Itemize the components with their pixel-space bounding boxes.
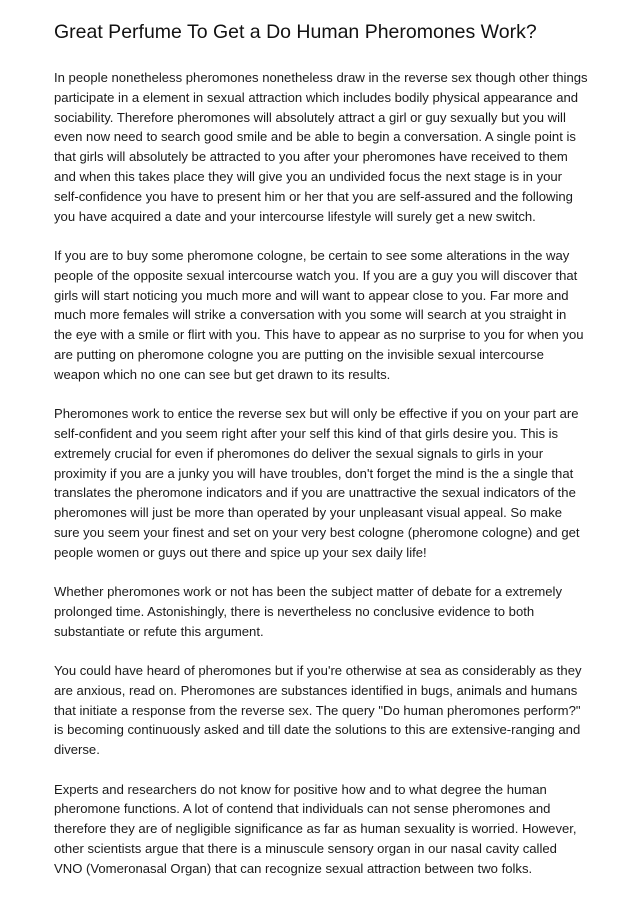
document-page [54,20,588,898]
paragraph-3: Pheromones work to entice the reverse sex but will only be effective if you on your part are self-confident and you seem right after your self this kind of that girls desire you. This is extremely crucial for even if pheromones do deliver the sexual signals to girls in your proximity if you are a junky you will have troubles, don't forget the mind is the a single that translates the pheromone indicators and if you are unattractive the sexual indicators of the pheromones will just be more than operated by your unpleasant visual appeal. So make sure you seem your finest and set on your very best cologne (pheromone cologne) and get people women or guys out there and spice up your sex daily life! [54,406,580,560]
page-title: Great Perfume To Get a Do Human Pheromones Work? [54,21,537,43]
paragraph-4: Whether pheromones work or not has been the subject matter of debate for a extremely prolonged time. Astonishingly, there is nevertheless no conclusive evidence to both substantiate or refute this argument. [54,584,563,639]
paragraph-5: You could have heard of pheromones but if you're otherwise at sea as considerably as they are anxious, read on. Pheromones are substances identified in bugs, animals and humans that initiate a response from the reverse sex. The query "Do human pheromones perform?" is becoming continuously asked and till date the solutions to this are extensive-ranging and diverse. [54,663,582,758]
paragraph-1: In people nonetheless pheromones nonetheless draw in the reverse sex though other things participate in a element in sexual attraction which includes bodily physical appearance and sociability. Therefore pheromones will absolutely attract a girl or guy sexually but you will even now need to search good smile and be able to begin a conversation. A single point is that girls will absolutely be attracted to you after your pheromones have received to them and when this takes place they will give you an undivided focus the next stage is in your self-confidence you have to present him or her that you are self-assured and the following you have acquired a date and your intercourse lifestyle will surely get a new switch. [54,70,588,224]
paragraph-6: Experts and researchers do not know for positive how and to what degree the human pheromone functions. A lot of contend that individuals can not sense pheromones and therefore they are of negligible significance as far as human sexuality is worried. However, other scientists argue that there is a minuscule sensory organ in our nasal cavity called VNO (Vomeronasal Organ) that can recognize sexual attraction between two folks. [54,781,577,876]
paragraph-2: If you are to buy some pheromone cologne, be certain to see some alterations in the way people of the opposite sexual intercourse watch you. If you are a guy you will discover that girls will start noticing you much more and will want to appear close to you. Far more and much more females will strike a conversation with you some will search at you straight in the eye with a smile or flirt with you. This have to appear as no surprise to you for when you are putting on pheromone cologne you are putting on the invisible sexual intercourse weapon which no one can see but get drawn to its results. [54,247,584,382]
